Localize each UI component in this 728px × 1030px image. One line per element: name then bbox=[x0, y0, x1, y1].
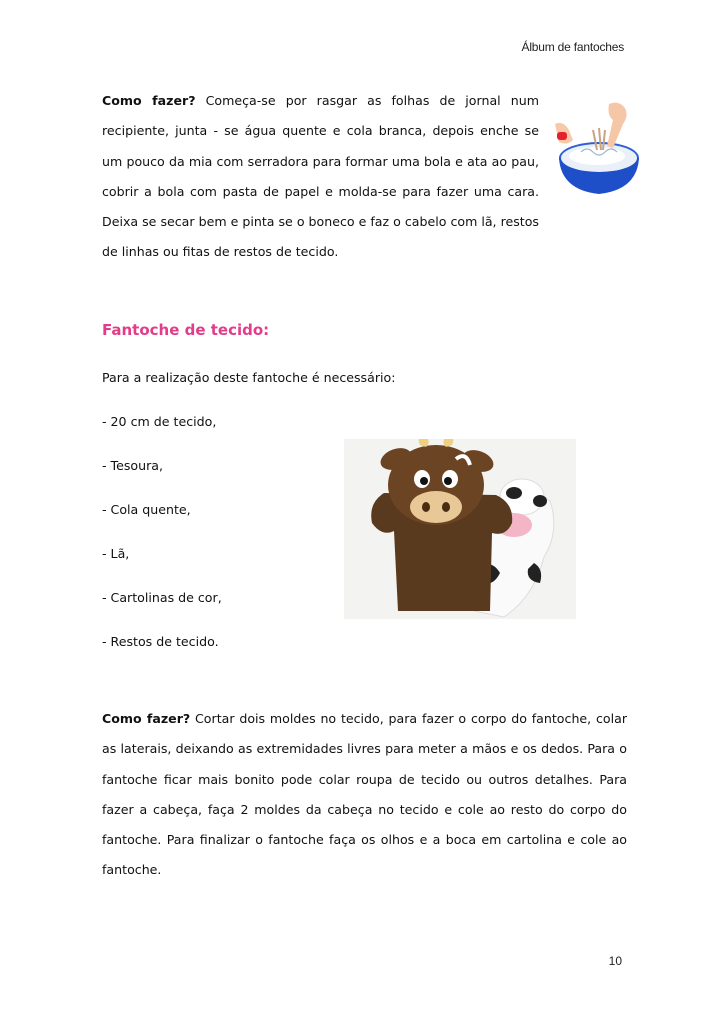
material-item: - 20 cm de tecido, bbox=[102, 414, 217, 429]
page-number: 10 bbox=[608, 954, 622, 968]
howto-label: Como fazer? bbox=[102, 711, 191, 726]
material-item: - Restos de tecido. bbox=[102, 634, 219, 649]
material-item: - Tesoura, bbox=[102, 458, 163, 473]
requirements-intro: Para a realização deste fantoche é necessário: bbox=[102, 370, 396, 385]
mixing-bowl-illustration bbox=[553, 90, 641, 214]
material-item: - Lã, bbox=[102, 546, 130, 561]
puppet-photo bbox=[344, 439, 576, 619]
material-item: - Cola quente, bbox=[102, 502, 191, 517]
howto-paragraph bbox=[102, 704, 627, 886]
section-title: Fantoche de tecido: bbox=[102, 321, 270, 339]
material-item: - Cartolinas de cor, bbox=[102, 590, 222, 605]
intro-text: Começa-se por rasgar as folhas de jornal num recipiente, junta - se água quente e cola branca, depois enche se um pouco da mia com serradora para formar uma bola e ata ao pau, cobrir a bola com pasta de papel e molda-se para fazer uma cara. Deixa se secar bem e pinta se o boneco e faz o cabelo com lã, restos de linhas ou fitas de restos de tecido. bbox=[102, 93, 539, 260]
intro-label: Como fazer? bbox=[102, 93, 196, 108]
intro-paragraph bbox=[102, 86, 627, 268]
page-header-title: Álbum de fantoches bbox=[521, 40, 624, 54]
howto-text: Cortar dois moldes no tecido, para fazer o corpo do fantoche, colar as laterais, deixando as extremidades livres para meter a mãos e os dedos. Para o fantoche ficar mais bonito pode colar roupa de tecido ou outros detalhes. Para fazer a cabeça, faça 2 moldes da cabeça no tecido e cole ao resto do corpo do fantoche. Para finalizar o fantoche faça os olhos e a boca em cartolina e cole ao fantoche. bbox=[102, 711, 627, 878]
